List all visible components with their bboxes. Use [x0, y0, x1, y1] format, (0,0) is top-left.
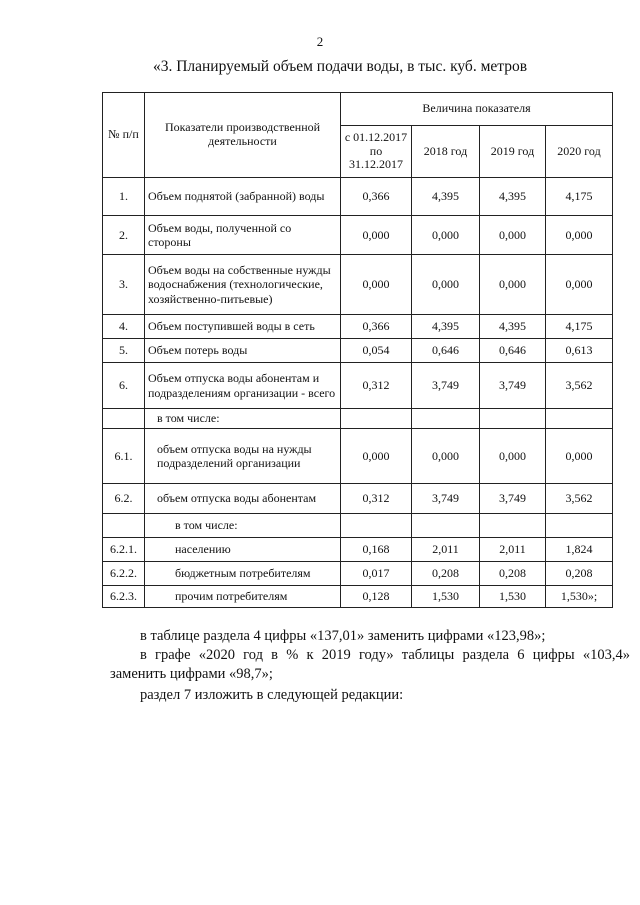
row-label: Объем воды, полученной со стороны	[145, 216, 341, 255]
row-num: 5.	[103, 339, 145, 363]
row-num: 4.	[103, 315, 145, 339]
table-title: «3. Планируемый объем подачи воды, в тыс. куб. метров	[152, 58, 528, 75]
header-period: 2020 год	[546, 126, 613, 178]
row-num: 3.	[103, 255, 145, 315]
row-value	[546, 409, 613, 429]
table-row	[103, 514, 613, 538]
row-value: 4,395	[480, 315, 546, 339]
row-value: 0,000	[546, 429, 613, 484]
row-value: 3,749	[480, 363, 546, 409]
row-num: 1.	[103, 178, 145, 216]
row-label: объем отпуска воды на нужды подразделений организации	[145, 429, 341, 484]
row-num: 6.1.	[103, 429, 145, 484]
row-label: объем отпуска воды абонентам	[145, 484, 341, 514]
row-value: 0,000	[480, 216, 546, 255]
row-value: 0,208	[546, 562, 613, 586]
header-value-group: Величина показателя	[341, 93, 613, 126]
row-value: 0,054	[341, 339, 412, 363]
table-row	[103, 315, 613, 339]
table-row	[103, 255, 613, 315]
row-value: 0,208	[480, 562, 546, 586]
amendment-paragraph-3: раздел 7 изложить в следующей редакции:	[140, 687, 404, 703]
amendment-paragraph-2: в графе «2020 год в % к 2019 году» таблицы раздела 6 цифры «103,4»	[140, 647, 630, 663]
row-label: населению	[145, 538, 341, 562]
row-value: 0,000	[412, 429, 480, 484]
row-label: Объем поднятой (забранной) воды	[145, 178, 341, 216]
row-value: 0,312	[341, 363, 412, 409]
row-value: 0,000	[546, 216, 613, 255]
row-label: в том числе:	[145, 409, 341, 429]
row-value: 0,312	[341, 484, 412, 514]
table-row	[103, 178, 613, 216]
row-value: 0,366	[341, 178, 412, 216]
row-value: 0,646	[412, 339, 480, 363]
row-value	[412, 409, 480, 429]
row-value: 1,530»;	[546, 586, 613, 608]
row-value: 0,000	[480, 255, 546, 315]
row-value: 2,011	[412, 538, 480, 562]
table-row	[103, 429, 613, 484]
row-label: бюджетным потребителям	[145, 562, 341, 586]
table-row	[103, 216, 613, 255]
row-label: Объем поступившей воды в сеть	[145, 315, 341, 339]
row-num	[103, 409, 145, 429]
row-value	[412, 514, 480, 538]
row-num: 6.2.3.	[103, 586, 145, 608]
row-value	[480, 514, 546, 538]
row-value: 2,011	[480, 538, 546, 562]
row-value	[546, 514, 613, 538]
row-num	[103, 514, 145, 538]
row-label: прочим потребителям	[145, 586, 341, 608]
row-value: 0,017	[341, 562, 412, 586]
row-label: в том числе:	[145, 514, 341, 538]
row-value: 0,128	[341, 586, 412, 608]
header-num: № п/п	[103, 93, 145, 178]
row-value: 4,175	[546, 315, 613, 339]
row-value	[341, 409, 412, 429]
water-supply-table	[102, 92, 613, 608]
row-value: 0,208	[412, 562, 480, 586]
amendment-paragraph-1: в таблице раздела 4 цифры «137,01» заменить цифрами «123,98»;	[140, 628, 546, 644]
amendment-paragraph-2-continuation: заменить цифрами «98,7»;	[110, 666, 273, 682]
row-value	[341, 514, 412, 538]
row-value: 3,749	[412, 363, 480, 409]
header-period: 2019 год	[480, 126, 546, 178]
row-num: 6.2.	[103, 484, 145, 514]
row-label: Объем воды на собственные нужды водоснабжения (технологические, хозяйственно-питьевые)	[145, 255, 341, 315]
row-value: 3,749	[480, 484, 546, 514]
row-value: 4,175	[546, 178, 613, 216]
table-row	[103, 339, 613, 363]
header-period: 2018 год	[412, 126, 480, 178]
row-label: Объем отпуска воды абонентам и подразделениям организации - всего	[145, 363, 341, 409]
row-num: 2.	[103, 216, 145, 255]
row-value: 3,749	[412, 484, 480, 514]
row-value: 0,000	[341, 216, 412, 255]
row-value: 0,168	[341, 538, 412, 562]
row-value: 1,530	[480, 586, 546, 608]
row-value: 0,646	[480, 339, 546, 363]
row-value: 0,366	[341, 315, 412, 339]
row-label: Объем потерь воды	[145, 339, 341, 363]
table-row	[103, 409, 613, 429]
row-value: 0,000	[480, 429, 546, 484]
row-value: 0,000	[341, 429, 412, 484]
row-value: 0,000	[412, 255, 480, 315]
page-number: 2	[316, 34, 324, 49]
row-num: 6.2.1.	[103, 538, 145, 562]
row-value: 4,395	[412, 178, 480, 216]
row-value: 4,395	[412, 315, 480, 339]
row-num: 6.2.2.	[103, 562, 145, 586]
row-num: 6.	[103, 363, 145, 409]
table-row	[103, 484, 613, 514]
table-row	[103, 586, 613, 608]
table-row	[103, 538, 613, 562]
row-value: 0,000	[412, 216, 480, 255]
row-value: 3,562	[546, 484, 613, 514]
row-value: 1,824	[546, 538, 613, 562]
header-indicators: Показатели производственной деятельности	[145, 93, 341, 178]
header-period: с 01.12.2017 по 31.12.2017	[341, 126, 412, 178]
table-row	[103, 562, 613, 586]
row-value: 4,395	[480, 178, 546, 216]
row-value	[480, 409, 546, 429]
row-value: 0,613	[546, 339, 613, 363]
row-value: 3,562	[546, 363, 613, 409]
row-value: 0,000	[546, 255, 613, 315]
table-row	[103, 363, 613, 409]
row-value: 1,530	[412, 586, 480, 608]
row-value: 0,000	[341, 255, 412, 315]
